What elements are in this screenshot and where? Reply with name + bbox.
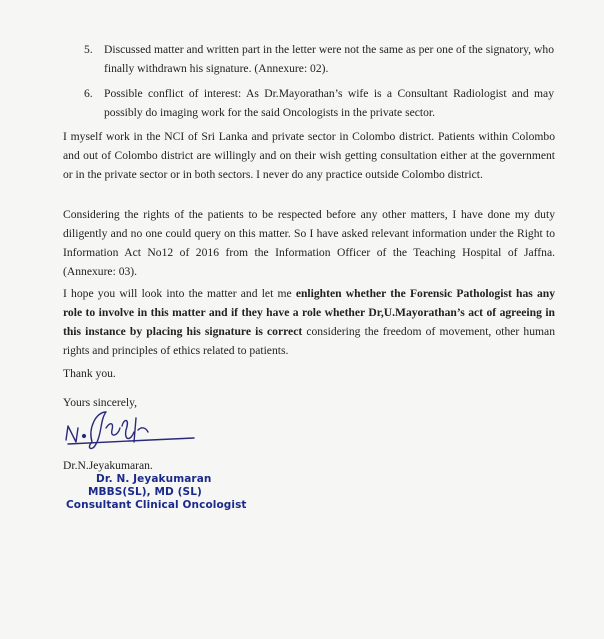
paragraph-practice: I myself work in the NCI of Sri Lanka and private sector in Colombo district. Patients within Colombo and out of Colombo district are willingly and on their wish getting consultation either at the government or in the private sector or in both sectors. I never do any practice outside Colombo district.: [63, 130, 555, 181]
thank-you: Thank you.: [63, 367, 116, 380]
paragraph-rights: Considering the rights of the patients to be respected before any other matters, I have done my duty diligently and no one could query on this matter. So I have asked relevant information under the Right to Information Act No12 of 2016 from the Information Officer of the Teaching Hospital of Jaffna. (Annexure: 03).: [63, 208, 555, 278]
item-text: Discussed matter and written part in the letter were not the same as per one of the signatory, who finally withdrawn his signature. (Annexure: 02).: [104, 43, 554, 75]
request-text-end: considering the freedom of movement, other human rights and principles of ethics related to patients.: [63, 325, 555, 357]
handwritten-signature: [62, 398, 202, 458]
signed-name: Dr.N.Jeyakumaran.: [63, 459, 153, 472]
item-text: Possible conflict of interest: As Dr.Mayorathan’s wife is a Consultant Radiologist and may possibly do imaging work for the said Oncologists in the private sector.: [104, 87, 554, 119]
yours-sincerely: Yours sincerely,: [63, 396, 138, 409]
stamp-degrees: MBBS(SL), MD (SL): [88, 486, 202, 498]
paragraph-request: [63, 284, 555, 360]
request-text-start: I hope you will look into the matter and let me: [63, 287, 296, 300]
item-number: 6.: [84, 87, 93, 100]
list-item-6: [84, 84, 554, 122]
stamp-title: Consultant Clinical Oncologist: [66, 499, 247, 511]
item-number: 5.: [84, 43, 93, 56]
list-item-5: [84, 40, 554, 78]
request-text-bold: enlighten whether the Forensic Pathologist has any role to involve in this matter and if they have a role whether Dr,U.Mayorathan’s act of agreeing in this instance by placing his signature is correct: [63, 287, 555, 338]
stamp-name: Dr. N. Jeyakumaran: [96, 473, 212, 485]
